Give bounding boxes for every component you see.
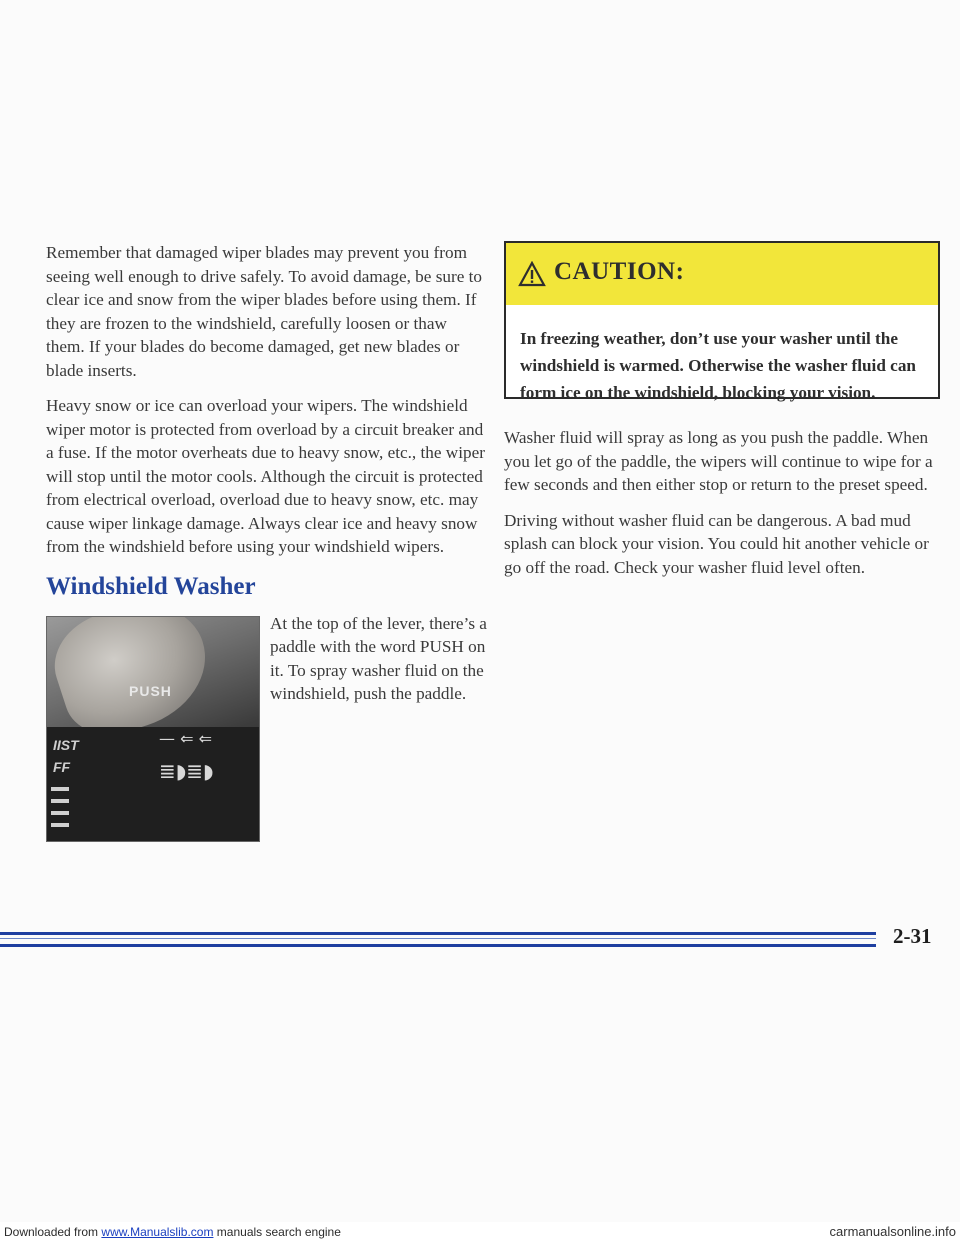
watermark: carmanualsonline.info (829, 1224, 956, 1239)
lever-label-bottom: FF (53, 758, 71, 775)
washer-row (46, 613, 487, 850)
wiper-blades-paragraph: Remember that damaged wiper blades may prevent you from seeing well enough to drive safely. To avoid damage, be sure to clear ice and snow from the wiper blades before using them. If they are frozen to the windshield, carefully loosen or thaw them. If your blades do become damaged, get new blades or blade inserts. (46, 243, 482, 380)
manualslib-link[interactable]: www.Manualslib.com (101, 1225, 214, 1239)
washer-spray-paragraph: Washer fluid will spray as long as you push the paddle. When you let go of the paddle, the wipers will continue to wipe for a few seconds and then either stop or return to the preset speed. (504, 428, 933, 494)
washer-fluid-warning-paragraph: Driving without washer fluid can be dangerous. A bad mud splash can block your vision. You could hit another vehicle or go off the road. Check your washer fluid level often. (504, 510, 929, 577)
caution-text: In freezing weather, don’t use your washer until the windshield is warmed. Otherwise the washer fluid can form ice on the windshield, blocking your vision. (520, 329, 916, 402)
footer-rule-thin (0, 938, 876, 939)
caution-box (504, 241, 940, 402)
footer-rule-top (0, 932, 876, 935)
washer-text-block (270, 612, 490, 706)
download-footer (0, 1222, 960, 1242)
caution-title: CAUTION: (554, 258, 685, 285)
wiper-overload-paragraph: Heavy snow or ice can overload your wipers. The windshield wiper motor is protected from overload by a circuit breaker and a fuse. If the motor overheats due to heavy snow, etc., the wiper will stop until the motor cools. Although the circuit is protected from electrical overload, overload due to heavy snow, etc. may cause wiper linkage damage. Always clear ice and heavy snow from the windshield before using your windshield wipers. (46, 396, 485, 556)
headlamp-icon: ≣◗≣◗ (159, 758, 214, 783)
section-heading-windshield-washer: Windshield Washer (46, 572, 256, 600)
indicator-bar (51, 799, 69, 803)
indicator-bar (51, 811, 69, 815)
arrows-icon: — ⇐ ⇐ (159, 728, 212, 748)
left-column (46, 241, 486, 850)
footer-suffix: manuals search engine (216, 1225, 341, 1239)
indicator-bar (51, 823, 69, 827)
page-number: 2-31 (893, 924, 932, 948)
washer-lever-photo (46, 616, 260, 842)
download-footer-text (4, 1222, 341, 1242)
lever-label-top: IIST (53, 736, 79, 753)
footer-prefix: Downloaded from (4, 1225, 99, 1239)
right-text-block (504, 426, 940, 579)
push-label: PUSH (129, 682, 172, 699)
footer-rule-bottom (0, 944, 876, 947)
washer-paddle-paragraph: At the top of the lever, there’s a paddle with the word PUSH on it. To spray washer fluid on the windshield, push the paddle. (270, 613, 487, 703)
caution-header (506, 243, 938, 305)
indicator-bar (51, 787, 69, 791)
right-column (504, 241, 940, 591)
warning-triangle-icon (518, 261, 546, 287)
